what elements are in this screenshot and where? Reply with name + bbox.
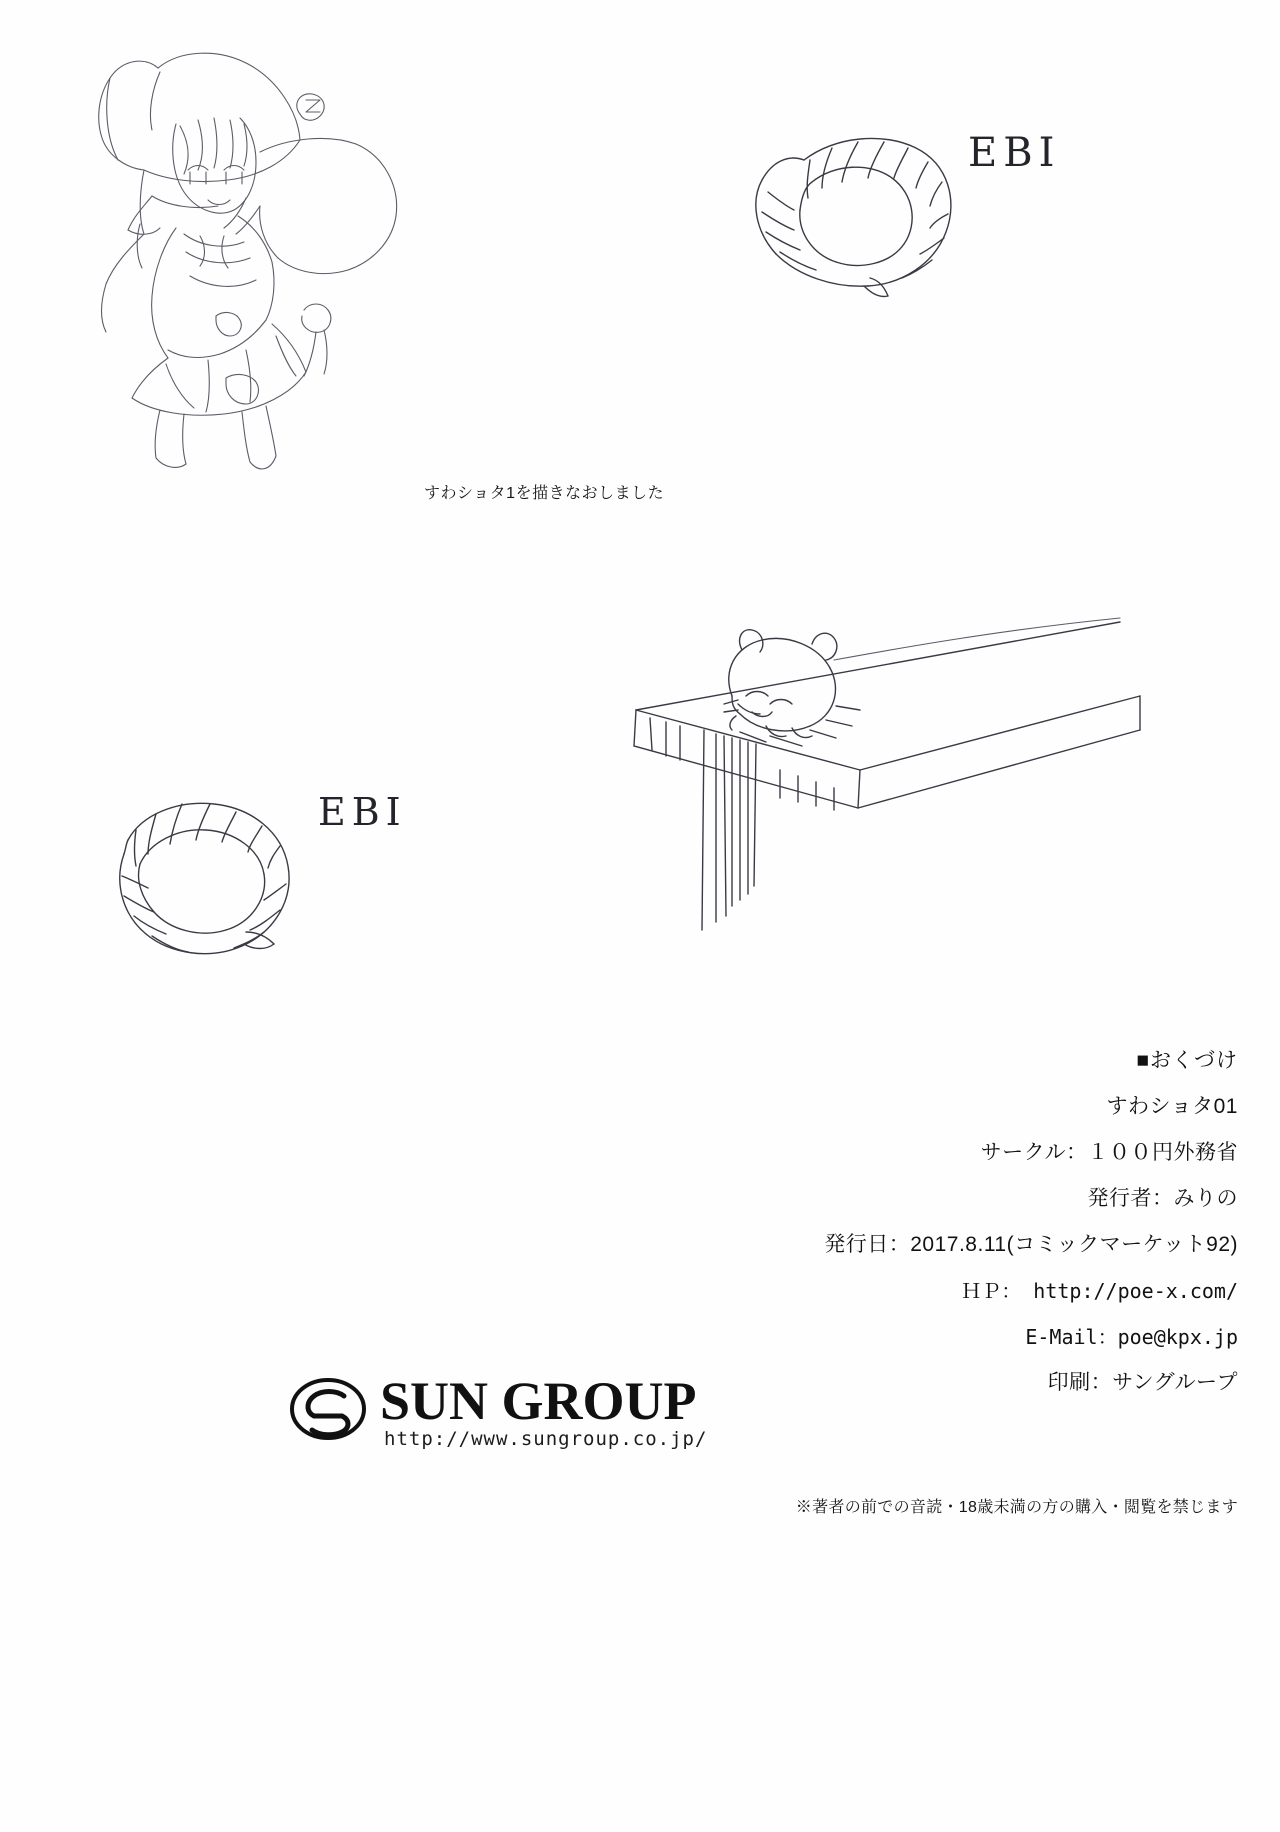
ebi-label-top: EBI: [968, 130, 1061, 176]
colophon-homepage: ＨＰ： http://poe-x.com/: [961, 1279, 1238, 1303]
age-restriction-notice: ※著者の前での音読・18歳未満の方の購入・閲覧を禁じます: [795, 1499, 1238, 1516]
sun-group-url: http://www.sungroup.co.jp/: [384, 1428, 708, 1450]
colophon-printer: 印刷：サングループ: [1047, 1371, 1238, 1394]
colophon-date: 発行日：2017.8.11(コミックマーケット92): [824, 1233, 1238, 1256]
character-sketch-illustration: [48, 20, 448, 480]
shrimp-sketch-top: [712, 120, 972, 310]
sun-group-wordmark: SUN GROUP: [380, 1371, 697, 1431]
sun-group-logo-icon: [288, 1376, 368, 1442]
ebi-label-bottom: EBI: [318, 790, 407, 834]
colophon-author: 発行者：みりの: [1087, 1187, 1238, 1210]
sketch-caption: すわショタ1を描きなおしました: [424, 485, 665, 502]
colophon-circle: サークル：１００円外務省: [980, 1141, 1238, 1164]
colophon-email: E-Mail：poe@kpx.jp: [1025, 1325, 1238, 1349]
sun-group-logo: [288, 1370, 758, 1460]
colophon-heading: ■おくづけ: [1136, 1049, 1238, 1072]
colophon-title: すわショタ01: [1106, 1095, 1238, 1118]
shrimp-sketch-bottom: [78, 780, 338, 970]
hamster-on-desk-sketch: [620, 600, 1140, 1020]
colophon-block: [598, 1038, 1238, 1406]
